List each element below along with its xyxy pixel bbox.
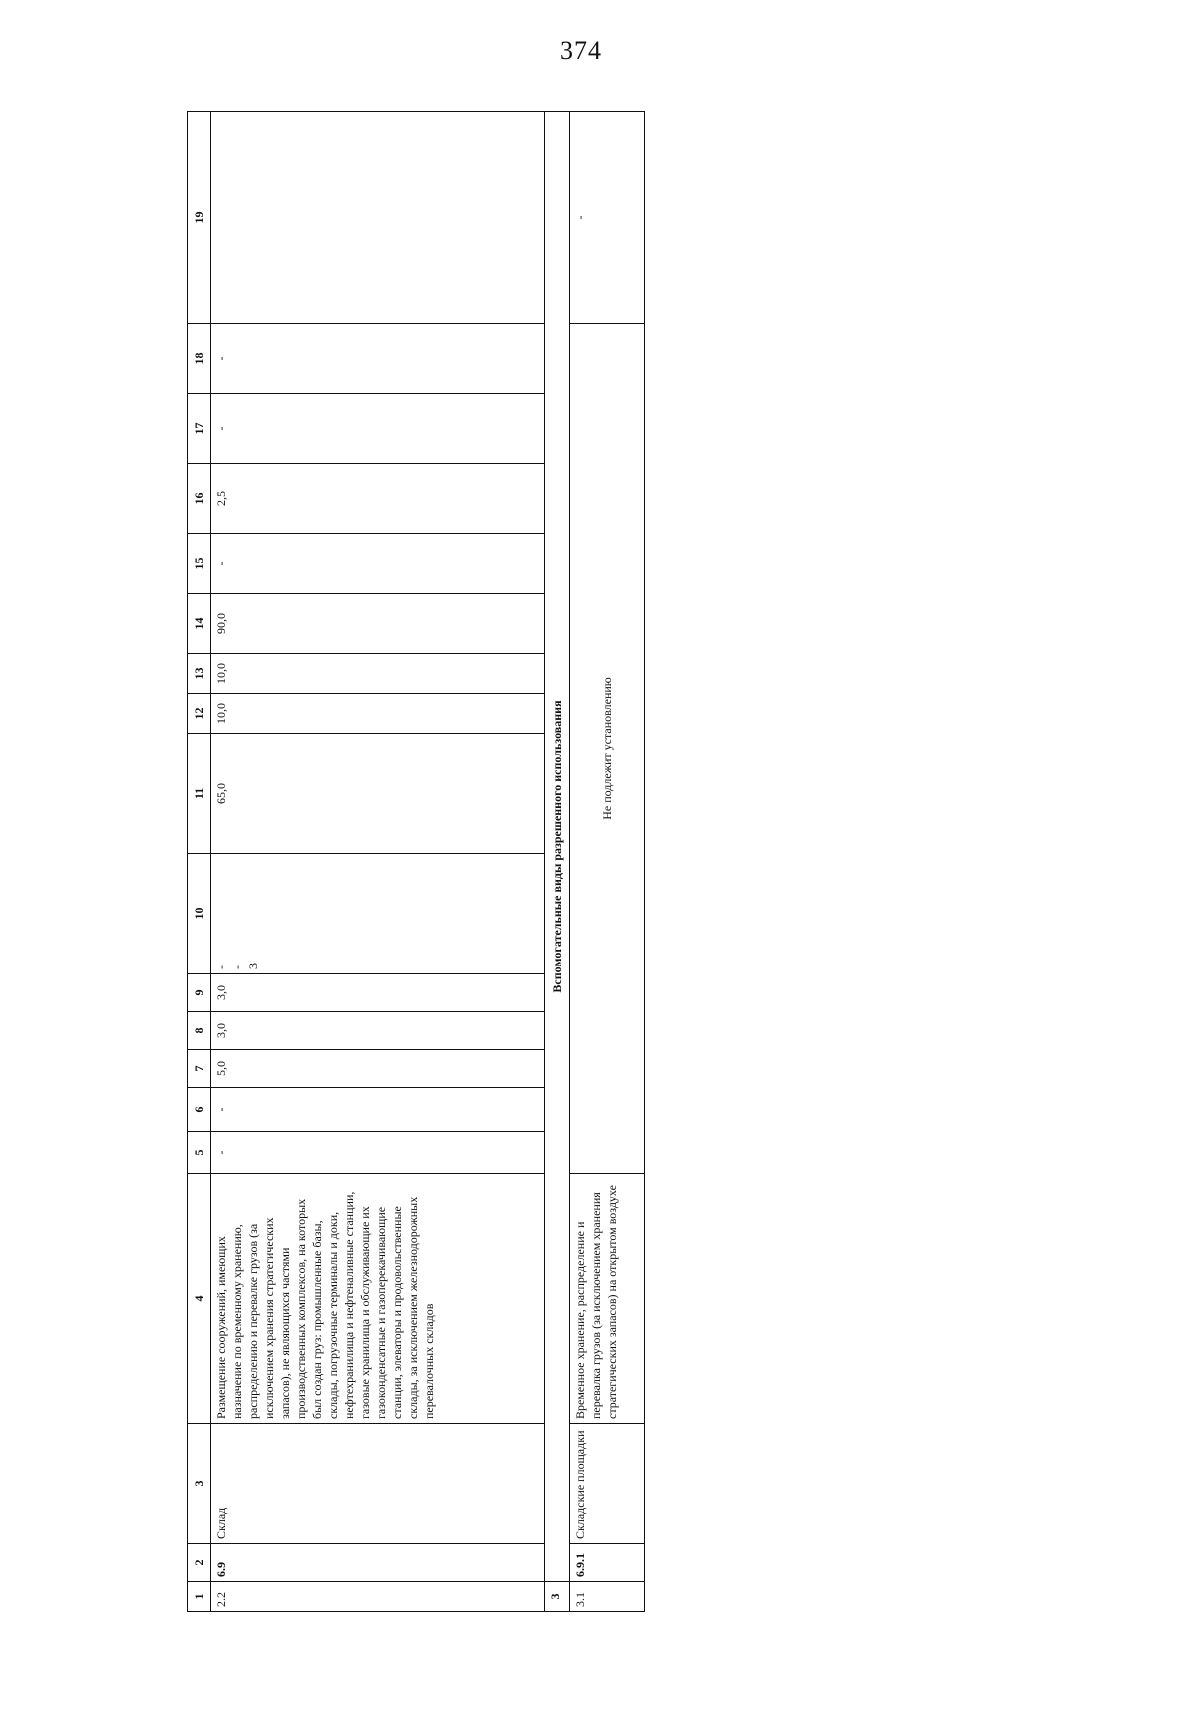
col-header-6: 6	[188, 1088, 211, 1132]
col-header-10: 10	[188, 854, 211, 974]
col-header-16: 16	[188, 464, 211, 534]
row-main-c11: 65,0	[210, 734, 544, 854]
row-main-c18: -	[210, 324, 544, 394]
col-header-2: 2	[188, 1544, 211, 1582]
row-main-c15: -	[210, 534, 544, 594]
row-main-c10	[210, 854, 544, 974]
row-aux-code: 6.9.1	[569, 1544, 644, 1582]
row-main-c19	[210, 112, 544, 324]
col-header-13: 13	[188, 654, 211, 694]
col-header-5: 5	[188, 1132, 211, 1174]
col-header-15: 15	[188, 534, 211, 594]
row-main-c8: 3,0	[210, 1012, 544, 1050]
section-row	[544, 112, 569, 1612]
row-main-description: Размещение сооружений, имеющих назначение по временному хранению, распределению и перевалке грузов (за исключением хранения стратегических запасов), не являющихся частями производственных комплексов, на которых был создан груз: промышленные базы, склады, погрузочные терминалы и доки, нефтехранилища и нефтеналивные станции, газовые хранилища и обслуживающие их газоконденсатные и газоперекачивающие станции, элеваторы и продовольственные склады, за исключением железнодорожных перевалочных складов	[210, 1174, 544, 1424]
row-main-c10-line3: 3	[245, 963, 260, 969]
row-main-c13: 10,0	[210, 654, 544, 694]
row-main-c10-line1: -	[213, 965, 228, 969]
col-header-18: 18	[188, 324, 211, 394]
rotated-table	[187, 112, 645, 1612]
row-main-code: 6.9	[210, 1544, 544, 1582]
row-aux-c19: -	[569, 112, 644, 324]
col-header-8: 8	[188, 1012, 211, 1050]
column-number-row	[188, 112, 211, 1612]
row-aux-name: Складские площадки	[569, 1424, 644, 1544]
regulations-table	[187, 111, 645, 1612]
col-header-4: 4	[188, 1174, 211, 1424]
col-header-17: 17	[188, 394, 211, 464]
col-header-11: 11	[188, 734, 211, 854]
row-main-c12: 10,0	[210, 694, 544, 734]
row-main-name: Склад	[210, 1424, 544, 1544]
col-header-12: 12	[188, 694, 211, 734]
row-main-c9: 3,0	[210, 974, 544, 1012]
col-header-19: 19	[188, 112, 211, 324]
row-main-c7: 5,0	[210, 1050, 544, 1088]
row-aux-description: Временное хранение, распределение и перевалка грузов (за исключением хранения стратегических запасов) на открытом воздухе	[569, 1174, 644, 1424]
row-main-c6: -	[210, 1088, 544, 1132]
col-header-9: 9	[188, 974, 211, 1012]
page-number: 374	[560, 36, 602, 65]
row-main-number: 2.2	[210, 1582, 544, 1612]
table-row	[569, 112, 644, 1612]
row-main-c17: -	[210, 394, 544, 464]
row-main-c10-line2: -	[229, 965, 244, 969]
table-row	[210, 112, 544, 1612]
row-main-c16: 2,5	[210, 464, 544, 534]
row-main-c14: 90,0	[210, 594, 544, 654]
row-aux-note: Не подлежит установлению	[569, 324, 644, 1174]
row-aux-number: 3.1	[569, 1582, 644, 1612]
section-number: 3	[544, 1582, 569, 1612]
col-header-1: 1	[188, 1582, 211, 1612]
col-header-14: 14	[188, 594, 211, 654]
row-main-c5: -	[210, 1132, 544, 1174]
section-title: Вспомогательные виды разрешенного использования	[544, 112, 569, 1582]
col-header-7: 7	[188, 1050, 211, 1088]
col-header-3: 3	[188, 1424, 211, 1544]
